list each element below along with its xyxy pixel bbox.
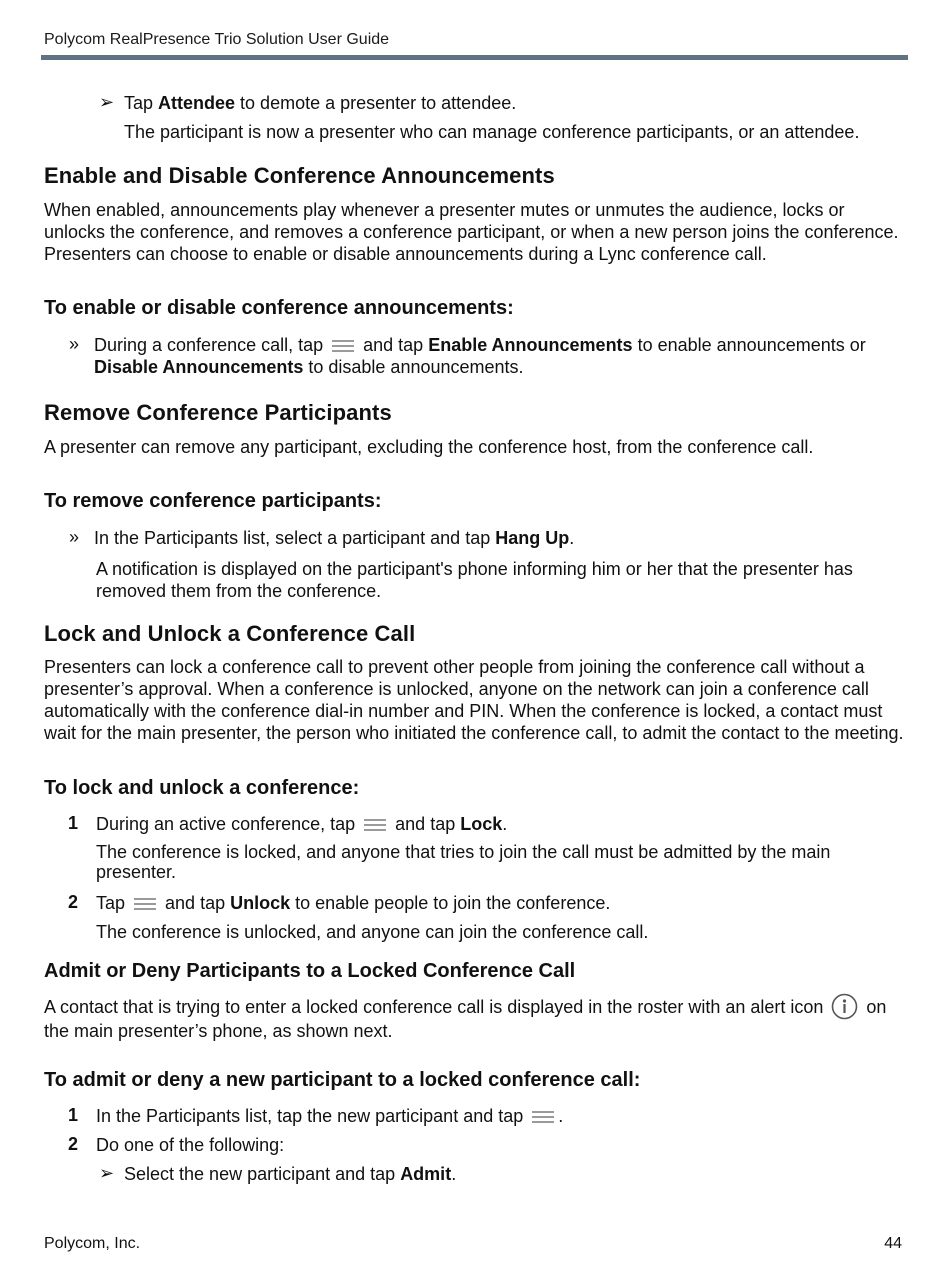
text: . [502,814,508,834]
ui-term: Unlock [230,893,291,913]
info-alert-icon [831,993,858,1020]
text: In the Participants list, select a participant and tap [94,528,496,548]
text: to enable announcements or [632,335,866,355]
text: . [558,1106,564,1126]
procedure-heading: To remove conference participants: [44,490,382,512]
header-rule [41,55,908,60]
text: A contact that is trying to enter a locked conference call is displayed in the roster with an alert icon [44,997,829,1017]
ui-term: Disable Announcements [94,357,304,377]
arrow-bullet-icon: ➢ [99,1163,115,1183]
section-paragraph: A presenter can remove any participant, excluding the conference host, from the conference call. [44,437,814,457]
section-heading: Lock and Unlock a Conference Call [44,621,416,646]
procedure-heading: To lock and unlock a conference: [44,777,360,799]
text: Select the new participant and tap [124,1164,401,1184]
ui-term: Hang Up [495,528,570,548]
text: to demote a presenter to attendee. [235,93,517,113]
ui-term: Enable Announcements [428,335,633,355]
text: . [451,1164,457,1184]
step-result: The conference is unlocked, and anyone can join the conference call. [96,922,649,942]
ui-term: Admit [400,1164,452,1184]
ui-term: Attendee [158,93,236,113]
text: . [569,528,575,548]
procedure-step [96,892,610,914]
procedure-heading: To enable or disable conference announcements: [44,297,514,319]
step-number: 1 [68,1105,79,1125]
text: In the Participants list, tap the new participant and tap [96,1106,529,1126]
text: and tap [390,814,461,834]
procedure-heading: To admit or deny a new participant to a locked conference call: [44,1069,641,1091]
text: Tap [96,893,131,913]
intro-bullet [124,92,516,114]
page-number: 44 [884,1235,902,1252]
section-paragraph [44,993,906,1042]
step-result: The conference is locked, and anyone that tries to join the call must be admitted by the main presenter. [96,842,831,882]
menu-lines-icon [364,818,386,832]
arrow-bullet-icon: ➢ [99,92,115,112]
menu-lines-icon [134,897,156,911]
step-number: 2 [68,892,79,912]
step-result: A notification is displayed on the participant's phone informing him or her that the presenter has removed them from the conference. [96,559,853,601]
text: to enable people to join the conference. [290,893,611,913]
text: and tap [160,893,231,913]
footer-company: Polycom, Inc. [44,1235,141,1252]
text: Tap [124,93,159,113]
text: During a conference call, tap [94,335,329,355]
bullet-marker: » [69,334,80,354]
step-number: 2 [68,1134,79,1154]
text: to disable announcements. [303,357,524,377]
ui-term: Lock [460,814,503,834]
section-paragraph: Presenters can lock a conference call to prevent other people from joining the conference call without a presenter’s approval. When a conference is unlocked, anyone on the network can join a conference call automatically with the conference dial-in number and PIN. When the conference is locked, a contact must wait for the main presenter, the person who initiated the conference call, to admit the contact to the meeting. [44,657,904,743]
section-heading: Remove Conference Participants [44,400,392,425]
procedure-step [96,813,507,835]
procedure-step [94,334,906,378]
section-heading: Admit or Deny Participants to a Locked Conference Call [44,960,576,982]
section-heading: Enable and Disable Conference Announcements [44,163,555,188]
procedure-step [96,1105,563,1127]
sub-step [124,1163,456,1185]
running-header: Polycom RealPresence Trio Solution User Guide [44,31,390,48]
step-number: 1 [68,813,79,833]
menu-lines-icon [532,1110,554,1124]
procedure-step [94,527,574,549]
menu-lines-icon [332,339,354,353]
intro-result: The participant is now a presenter who can manage conference participants, or an attendee. [124,122,860,142]
text: During an active conference, tap [96,814,361,834]
bullet-marker: » [69,527,80,547]
text: and tap [358,335,429,355]
text: on the main presenter’s phone, as shown next. [44,997,887,1041]
procedure-step: Do one of the following: [96,1135,285,1155]
section-paragraph: When enabled, announcements play whenever a presenter mutes or unmutes the audience, locks or unlocks the conference, and removes a conference participant, or when a new person joins the conference. Presenters can choose to enable or disable announcements during a Lync conference call. [44,200,899,264]
